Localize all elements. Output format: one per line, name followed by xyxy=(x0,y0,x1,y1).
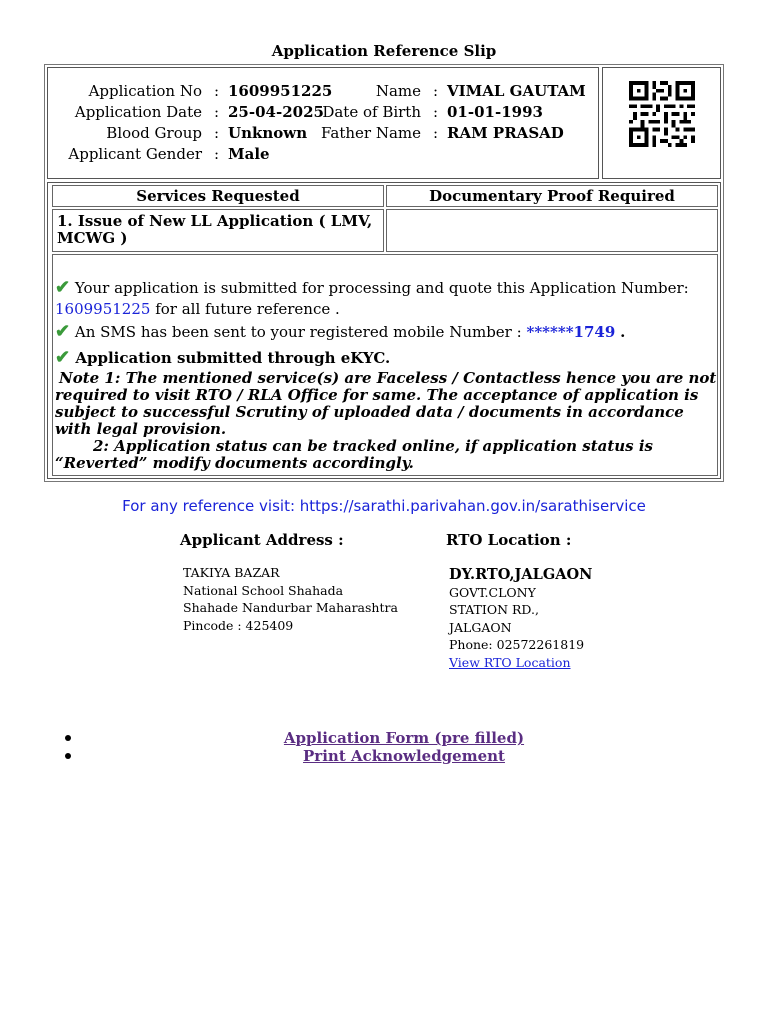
application-no-label: Application No xyxy=(88,82,202,100)
father-name-label: Father Name xyxy=(320,124,421,142)
application-form-link[interactable]: Application Form (pre filled) xyxy=(283,729,525,747)
address-pincode: Pincode : 425409 xyxy=(183,617,294,633)
rto-line-1: GOVT.CLONY xyxy=(449,584,536,600)
colon: : xyxy=(214,103,220,121)
colon: : xyxy=(433,82,439,100)
mobile-number: ******1749 xyxy=(526,323,616,341)
submission-number-line xyxy=(55,300,340,318)
services-requested-header: Services Requested xyxy=(52,185,384,207)
blood-group-label: Blood Group xyxy=(106,124,202,142)
father-name-value: RAM PRASAD xyxy=(447,124,564,142)
submission-text: Your application is submitted for processing and quote this Application Number: xyxy=(74,279,689,297)
page-title: Application Reference Slip xyxy=(271,42,497,60)
sms-suffix: . xyxy=(620,323,626,341)
reference-url-text: For any reference visit: https://sarathi.parivahan.gov.in/sarathiservice xyxy=(122,497,646,515)
dob-value: 01-01-1993 xyxy=(447,103,543,121)
rto-location-heading: RTO Location : xyxy=(446,531,572,549)
ekyc-message xyxy=(55,347,390,368)
colon: : xyxy=(214,82,220,100)
application-date-value: 25-04-2025 xyxy=(228,103,324,121)
service-row-1: 1. Issue of New LL Application ( LMV, MCWG ) xyxy=(52,209,384,252)
print-acknowledgement-link[interactable]: Print Acknowledgement xyxy=(303,747,505,765)
check-icon: ✔ xyxy=(55,347,71,368)
notes xyxy=(55,370,717,472)
note-1: Note 1: The mentioned service(s) are Faceless / Contactless hence you are not required to visit RTO / RLA Office for same. The acceptance of application is subject to successful Scrutiny of uploaded data / documents in accordance with legal provision. xyxy=(55,369,717,438)
applicant-address xyxy=(183,564,398,634)
document-links-list xyxy=(0,729,768,765)
check-icon: ✔ xyxy=(55,321,71,342)
name-value: VIMAL GAUTAM xyxy=(447,82,586,100)
ekyc-text: Application submitted through eKYC. xyxy=(75,349,391,367)
colon: : xyxy=(433,124,439,142)
view-rto-location-link[interactable]: View RTO Location xyxy=(449,654,571,670)
name-label: Name xyxy=(375,82,421,100)
note-2: 2: Application status can be tracked online, if application status is “Reverted” modify documents accordingly. xyxy=(55,437,653,472)
messages-box xyxy=(52,254,718,476)
rto-line-3: JALGAON xyxy=(449,619,512,635)
sms-message xyxy=(55,321,625,342)
colon: : xyxy=(214,124,220,142)
list-item xyxy=(0,747,768,765)
check-icon: ✔ xyxy=(55,277,71,298)
rto-address xyxy=(449,566,592,671)
applicant-info-box xyxy=(47,67,599,179)
submission-suffix: for all future reference . xyxy=(155,300,340,318)
rto-name: DY.RTO,JALGAON xyxy=(449,566,593,583)
dob-label: Date of Birth xyxy=(322,103,421,121)
qr-code-box xyxy=(602,67,721,179)
application-date-label: Application Date xyxy=(74,103,202,121)
proof-row-1 xyxy=(386,209,718,252)
address-line-1: TAKIYA BAZAR xyxy=(183,565,280,580)
applicant-address-heading: Applicant Address : xyxy=(180,531,344,549)
colon: : xyxy=(214,145,220,163)
blood-group-value: Unknown xyxy=(228,124,308,142)
applicant-gender-label: Applicant Gender xyxy=(68,145,202,163)
application-no-value: 1609951225 xyxy=(228,82,333,100)
rto-phone: Phone: 02572261819 xyxy=(449,637,585,652)
address-line-2: National School Shahada xyxy=(183,582,344,598)
qr-code-icon xyxy=(628,81,696,147)
submission-message xyxy=(55,277,689,298)
sms-text: An SMS has been sent to your registered mobile Number : xyxy=(74,323,522,341)
list-item xyxy=(0,729,768,747)
documentary-proof-header: Documentary Proof Required xyxy=(386,185,718,207)
applicant-gender-value: Male xyxy=(228,145,270,163)
application-number-highlight: 1609951225 xyxy=(55,300,151,318)
colon: : xyxy=(433,103,439,121)
rto-line-2: STATION RD., xyxy=(449,602,539,617)
address-line-3: Shahade Nandurbar Maharashtra xyxy=(183,600,398,615)
